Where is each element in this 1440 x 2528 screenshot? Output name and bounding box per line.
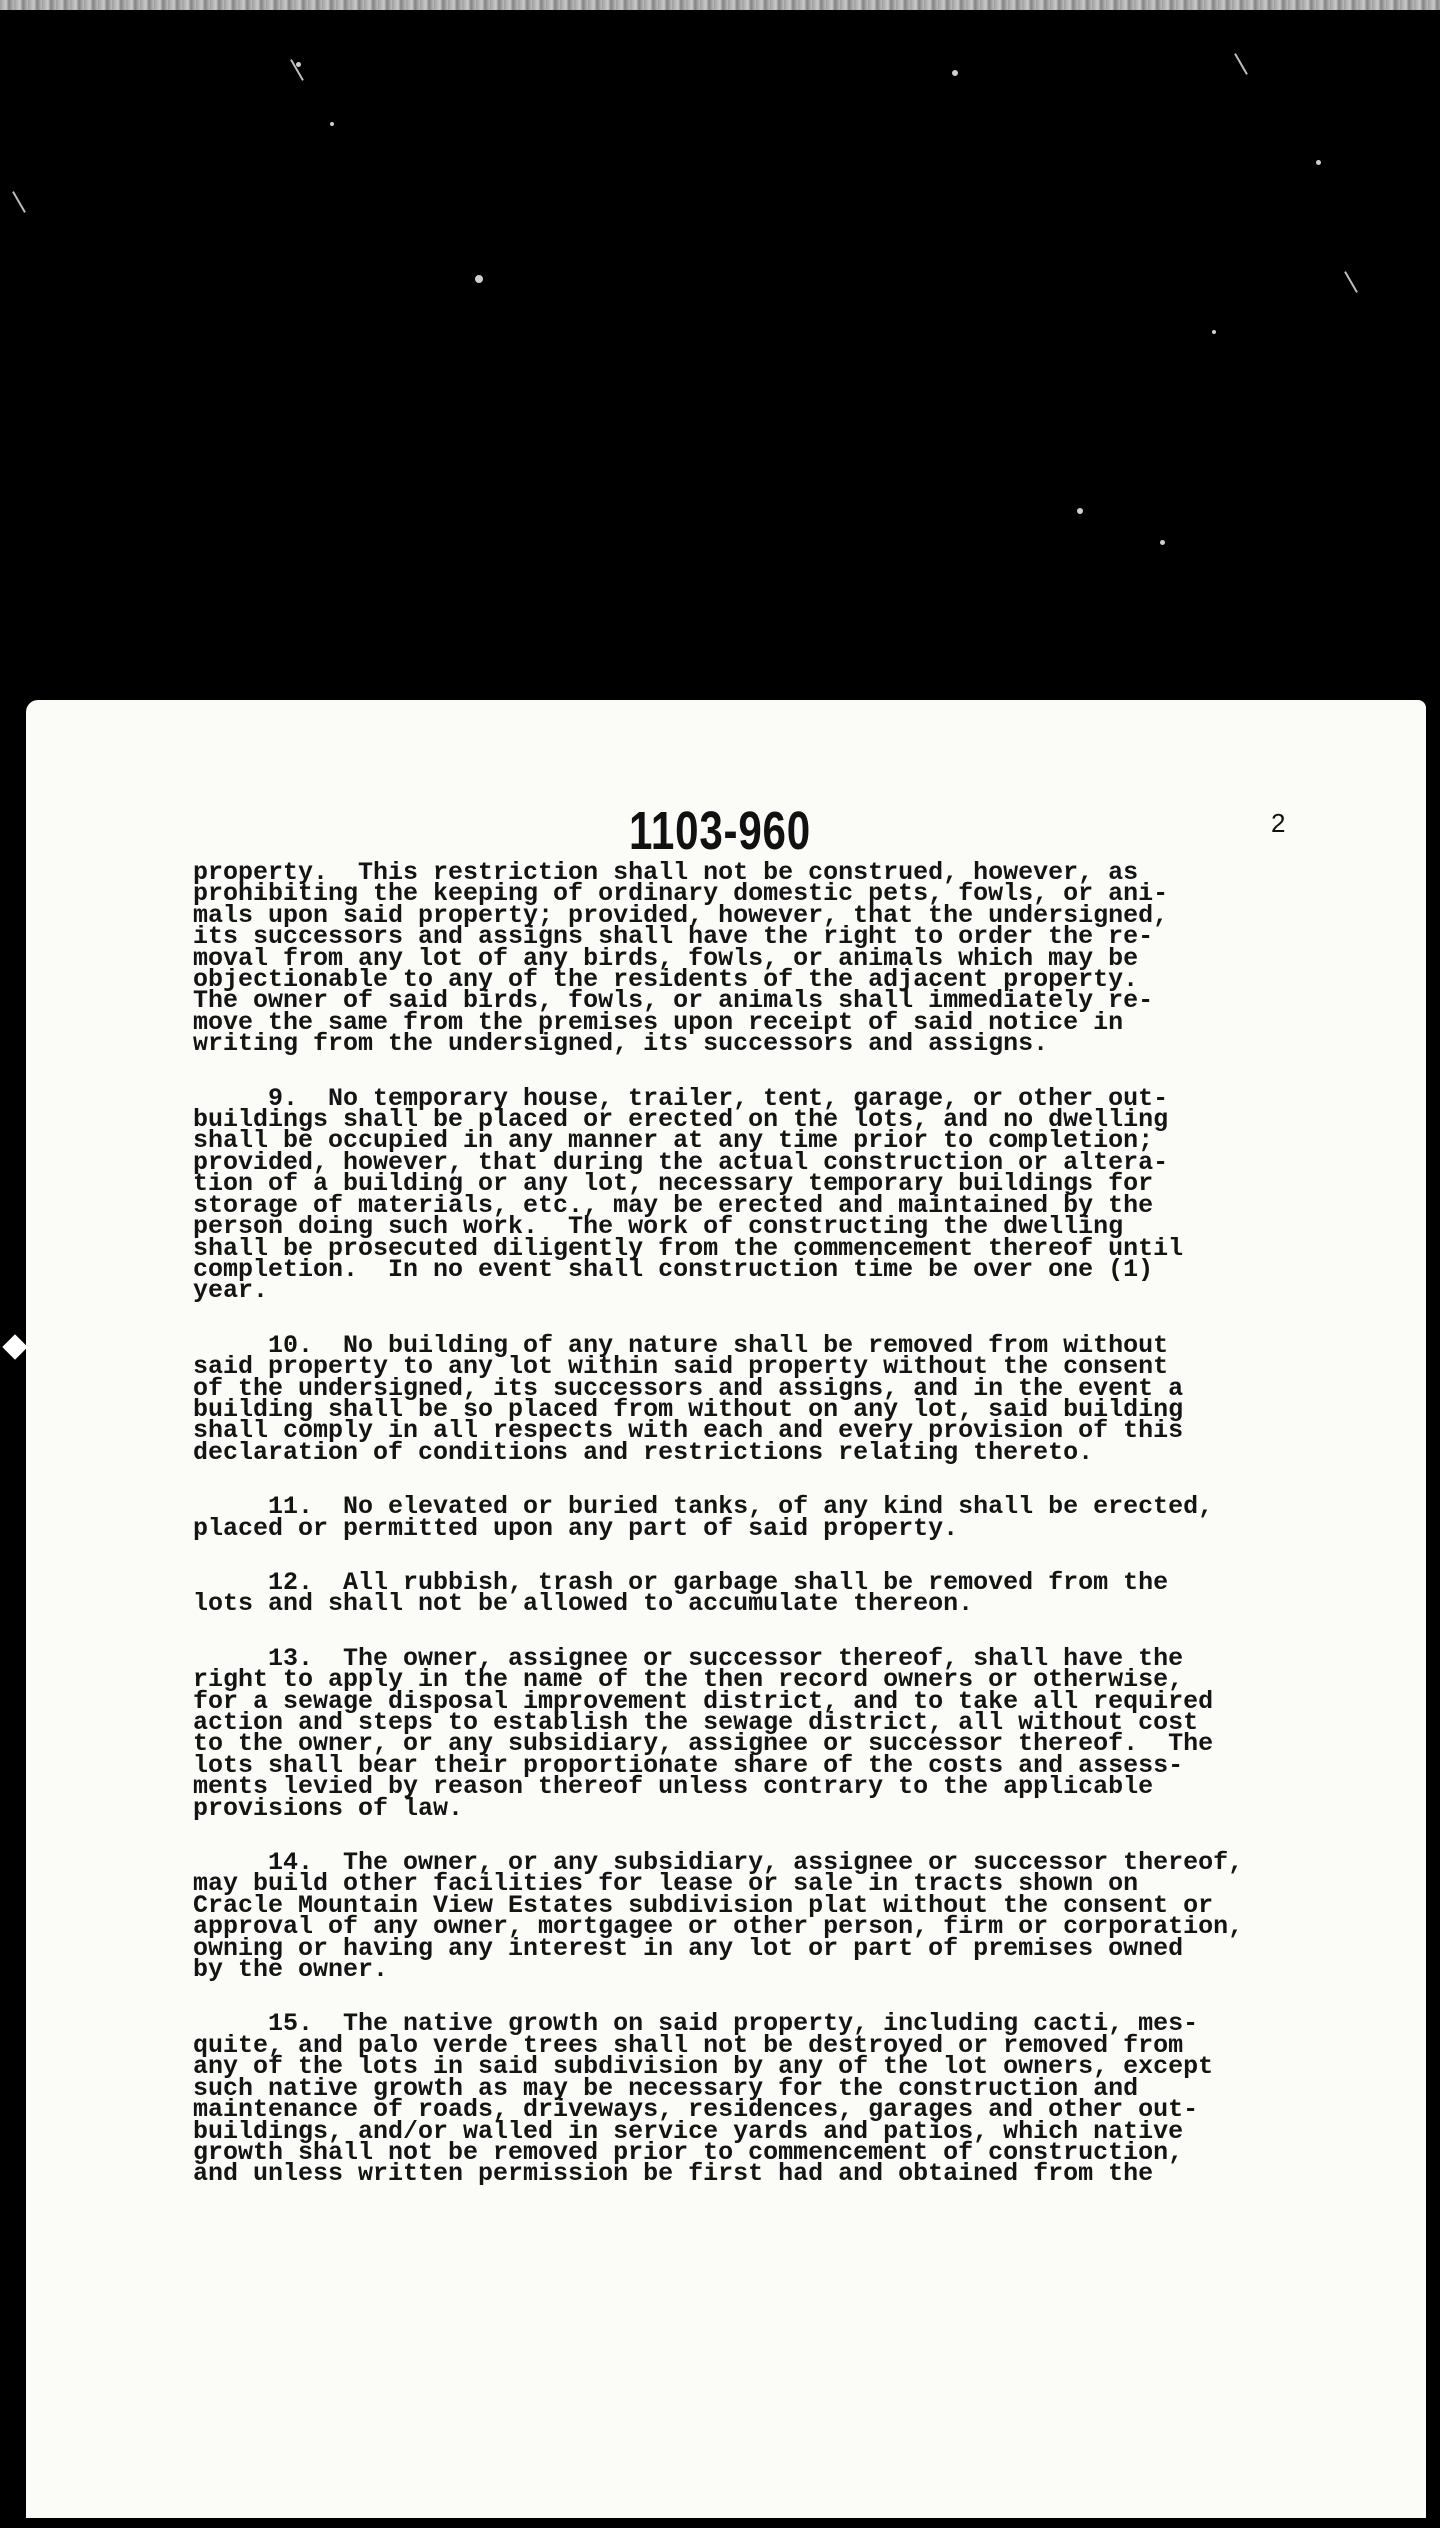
text-line: provisions of law. xyxy=(193,1793,464,1823)
text-line: lots shall bear their proportionate share of the costs and assess- xyxy=(193,1750,1184,1780)
scan-top-edge xyxy=(0,0,1440,10)
paragraph-11 xyxy=(193,1492,1353,1543)
text-line: and unless written permission be first had and obtained from the xyxy=(193,2159,1154,2189)
text-line: action and steps to establish the sewage district, all without cost xyxy=(193,1708,1199,1737)
margin-mark xyxy=(2,1334,27,1359)
text-line: owning or having any interest in any lot or part of premises owned xyxy=(193,1933,1184,1963)
paragraph-12 xyxy=(193,1567,1353,1619)
text-line: by the owner. xyxy=(193,1955,389,1985)
text-line: for a sewage disposal improvement district, and to take all required xyxy=(193,1686,1214,1716)
text-line: approval of any owner, mortgagee or other person, firm or corporation, xyxy=(193,1912,1244,1942)
scan-speck xyxy=(475,275,483,283)
text-line: placed or permitted upon any part of said property. xyxy=(193,1513,959,1543)
sheet-number: 2 xyxy=(1271,808,1286,838)
text-line: writing from the undersigned, its successors and assigns. xyxy=(193,1029,1049,1059)
text-line: move the same from the premises upon receipt of said notice in xyxy=(193,1007,1124,1037)
text-line: growth shall not be removed prior to commencement of construction, xyxy=(193,2137,1184,2167)
text-line: 13. The owner, assignee or successor thereof, shall have the xyxy=(193,1643,1184,1673)
text-line: any of the lots in said subdivision by any of the lot owners, except xyxy=(193,2052,1214,2082)
text-line: objectionable to any of the residents of the adjacent property. xyxy=(193,965,1139,995)
text-line: declaration of conditions and restrictions relating thereto. xyxy=(193,1437,1094,1467)
scan-speck xyxy=(1160,540,1165,545)
scan-streak xyxy=(12,191,26,213)
text-line: 11. No elevated or buried tanks, of any kind shall be erected, xyxy=(193,1492,1214,1522)
paragraph-continuation xyxy=(193,858,1353,1059)
text-line: quite, and palo verde trees shall not be destroyed or removed from xyxy=(193,2030,1184,2060)
text-line: shall be occupied in any manner at any time prior to completion; xyxy=(193,1126,1154,1156)
text-line: provided, however, that during the actual construction or altera- xyxy=(193,1147,1169,1177)
text-line: its successors and assigns shall have the right to order the re- xyxy=(193,922,1154,952)
text-line: mals upon said property; provided, however, that the undersigned, xyxy=(193,900,1169,930)
text-line: buildings, and/or walled in service yards and patios, which native xyxy=(193,2116,1184,2146)
document-body xyxy=(193,858,1353,2189)
text-line: right to apply in the name of the then record owners or otherwise, xyxy=(193,1665,1184,1695)
text-line: to the owner, or any subsidiary, assignee or successor thereof. The xyxy=(193,1729,1214,1759)
scan-speck xyxy=(1316,160,1321,165)
text-line: 12. All rubbish, trash or garbage shall be removed from the xyxy=(193,1567,1169,1597)
text-line: ments levied by reason thereof unless contrary to the applicable xyxy=(193,1772,1154,1802)
text-line: shall comply in all respects with each and every provision of this xyxy=(193,1416,1184,1446)
scan-streak xyxy=(1234,53,1248,75)
scan-speck xyxy=(1077,508,1083,514)
text-line: moval from any lot of any birds, fowls, or animals which may be xyxy=(193,943,1139,973)
text-line: 15. The native growth on said property, including cacti, mes- xyxy=(193,2009,1199,2039)
text-line: property. This restriction shall not be construed, however, as xyxy=(193,858,1139,887)
text-line: 10. No building of any nature shall be removed from without xyxy=(193,1330,1169,1360)
text-line: may build other facilities for lease or sale in tracts shown on xyxy=(193,1869,1139,1899)
scan-streak xyxy=(1344,271,1358,293)
text-line: year. xyxy=(193,1276,269,1306)
scan-speck xyxy=(330,122,334,126)
text-line: 14. The owner, or any subsidiary, assignee or successor thereof, xyxy=(193,1848,1244,1878)
paragraph-10 xyxy=(193,1330,1353,1467)
text-line: 9. No temporary house, trailer, tent, garage, or other out- xyxy=(193,1083,1169,1113)
text-line: completion. In no event shall construction time be over one (1) xyxy=(193,1254,1154,1284)
text-line: said property to any lot within said property without the consent xyxy=(193,1352,1169,1382)
text-line: person doing such work. The work of constructing the dwelling xyxy=(193,1212,1124,1242)
text-line: prohibiting the keeping of ordinary domestic pets, fowls, or ani- xyxy=(193,879,1169,909)
text-line: of the undersigned, its successors and assigns, and in the event a xyxy=(193,1373,1184,1403)
paragraph-15 xyxy=(193,2009,1353,2189)
text-line: storage of materials, etc., may be erected and maintained by the xyxy=(193,1190,1154,1220)
text-line: Cracle Mountain View Estates subdivision plat without the consent or xyxy=(193,1890,1214,1920)
scan-speck xyxy=(952,70,958,76)
text-line: shall be prosecuted diligently from the commencement thereof until xyxy=(193,1233,1184,1263)
scan-speck xyxy=(1212,330,1216,334)
text-line: The owner of said birds, fowls, or animals shall immediately re- xyxy=(193,986,1154,1016)
paragraph-9 xyxy=(193,1083,1353,1306)
text-line: such native growth as may be necessary for the construction and xyxy=(193,2073,1139,2103)
page-number: 1103-960 xyxy=(629,801,811,861)
paragraph-14 xyxy=(193,1848,1353,1985)
paragraph-13 xyxy=(193,1643,1353,1823)
scan-speck xyxy=(296,62,301,67)
text-line: lots and shall not be allowed to accumulate thereon. xyxy=(193,1589,974,1619)
text-line: maintenance of roads, driveways, residences, garages and other out- xyxy=(193,2095,1199,2125)
text-line: buildings shall be placed or erected on the lots, and no dwelling xyxy=(193,1105,1169,1135)
text-line: building shall be so placed from without on any lot, said building xyxy=(193,1394,1184,1424)
text-line: tion of a building or any lot, necessary temporary buildings for xyxy=(193,1169,1154,1199)
